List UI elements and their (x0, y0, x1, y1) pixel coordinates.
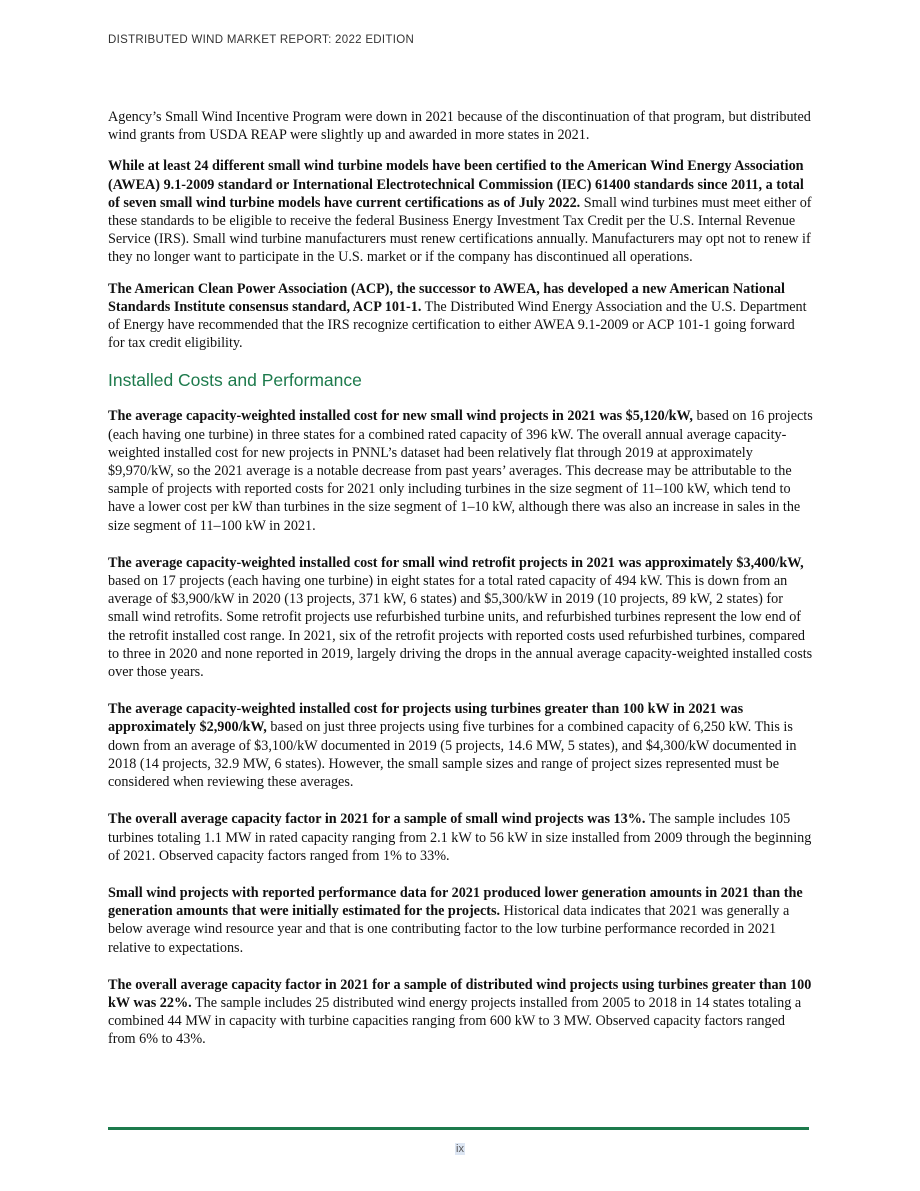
paragraph-new-small-wind-cost (108, 407, 813, 534)
paragraph-lead: The average capacity-weighted installed cost for small wind retrofit projects in 2021 was approximately $3,400/kW, (108, 554, 804, 571)
page-number-label: ix (456, 1143, 464, 1155)
paragraph-lead: The overall average capacity factor in 2021 for a sample of small wind projects was 13%. (108, 811, 646, 828)
paragraph-lead: The American Clean Power Association (ACP), the successor to AWEA, has developed a new American National Standards Institute consensus standard, ACP 101-1. (108, 280, 785, 315)
paragraph-large-turbine-capacity-factor (108, 976, 813, 1049)
running-header: DISTRIBUTED WIND MARKET REPORT: 2022 EDITION (108, 34, 415, 46)
paragraph-lead: Small wind projects with reported performance data for 2021 produced lower generation amounts in 2021 than the generation amounts that were initially estimated for the projects. (108, 884, 803, 920)
paragraph-performance-data (108, 884, 813, 957)
paragraph-acp-standard (108, 280, 813, 353)
paragraph-text: based on 16 projects (each having one turbine) in three states for a combined rated capacity of 396 kW. The overall annual average capacity-weighted installed cost for new projects in PNNL’s dataset had been relatively flat through 2019 at approximately $9,970/kW, so the 2021 average is a notable decrease from past years’ averages. This decrease may be attributable to the sample of projects with reported costs for 2021 only including turbines in the size segment of 11–100 kW, which tend to have a lower cost per kW than turbines in the size segment of 1–10 kW, although there was also an increase in sales in the size segment of 11–100 kW in 2021. (108, 408, 813, 534)
page-number (0, 1143, 920, 1155)
paragraph-text: The Distributed Wind Energy Association and the U.S. Department of Energy have recommended that the IRS recognize certification to either AWEA 9.1-2009 or ACP 101-1 going forward for tax credit eligibility. (108, 298, 807, 352)
paragraph-text: based on 17 projects (each having one turbine) in eight states for a total rated capacity of 494 kW. This is down from an average of $3,900/kW in 2020 (13 projects, 371 kW, 6 states) and $5,300/kW in 2019 (10 projects, 89 kW, 2 states) for small wind retrofits. Some retrofit projects use refurbished turbine units, and refurbished turbines represent the low end of the retrofit installed cost range. In 2021, six of the retrofit projects with reported costs used refurbished turbines, compared to three in 2020 and none reported in 2019, largely driving the drops in the annual average capacity-weighted installed costs over those years. (108, 573, 813, 681)
footer-divider (108, 1127, 809, 1130)
paragraph-text: The sample includes 105 turbines totaling 1.1 MW in rated capacity ranging from 2.1 kW to 56 kW in size installed from 2009 through the beginning of 2021. Observed capacity factors ranged from 1% to 33%. (108, 811, 812, 864)
paragraph-text: Small wind turbines must meet either of these standards to be eligible to receive the federal Business Energy Investment Tax Credit per the U.S. Internal Revenue Service (IRS). Small wind turbine manufacturers must renew certifications annually. Manufacturers may opt not to renew if they no longer want to participate in the U.S. market or if the company has discontinued all operations. (108, 194, 812, 266)
paragraph-certifications (108, 157, 813, 266)
paragraph-text: Agency’s Small Wind Incentive Program were down in 2021 because of the discontinuation of that program, but distributed wind grants from USDA REAP were slightly up and awarded in more states in 2021. (108, 109, 811, 144)
paragraph-small-wind-capacity-factor (108, 810, 813, 865)
paragraph-text: Historical data indicates that 2021 was generally a below average wind resource year and that is one contributing factor to the low turbine performance recorded in 2021 relative to expectations. (108, 903, 790, 956)
paragraph-retrofit-cost (108, 554, 813, 681)
paragraph-text: The sample includes 25 distributed wind energy projects installed from 2005 to 2018 in 14 states totaling a combined 44 MW in capacity with turbine capacities ranging from 600 kW to 3 MW. Observed capacity factors ranged from 6% to 43%. (108, 994, 802, 1048)
paragraph-incentive-programs (108, 108, 813, 144)
paragraph-lead: The average capacity-weighted installed cost for new small wind projects in 2021 was $5,120/kW, (108, 408, 693, 425)
paragraph-large-turbine-cost (108, 700, 813, 791)
paragraph-lead: The average capacity-weighted installed cost for projects using turbines greater than 100 kW in 2021 was approximately $2,900/kW, (108, 701, 744, 736)
paragraph-lead: While at least 24 different small wind turbine models have been certified to the American Wind Energy Association (AWEA) 9.1-2009 standard or International Electrotechnical Commission (IEC) 61400 standards since 2011, a total of seven small wind turbine models have current certifications as of July 2022. (108, 158, 804, 211)
paragraph-lead: The overall average capacity factor in 2021 for a sample of distributed wind projects using turbines greater than 100 kW was 22%. (108, 976, 812, 1011)
page-body (108, 108, 813, 1068)
paragraph-text: based on just three projects using five turbines for a combined capacity of 6,250 kW. This is down from an average of $3,100/kW documented in 2019 (5 projects, 14.6 MW, 5 states), and $4,300/kW documented in 2018 (14 projects, 32.9 MW, 6 states). However, the small sample sizes and range of project sizes represented must be considered when reviewing these averages. (108, 719, 797, 791)
section-heading: Installed Costs and Performance (108, 370, 362, 391)
